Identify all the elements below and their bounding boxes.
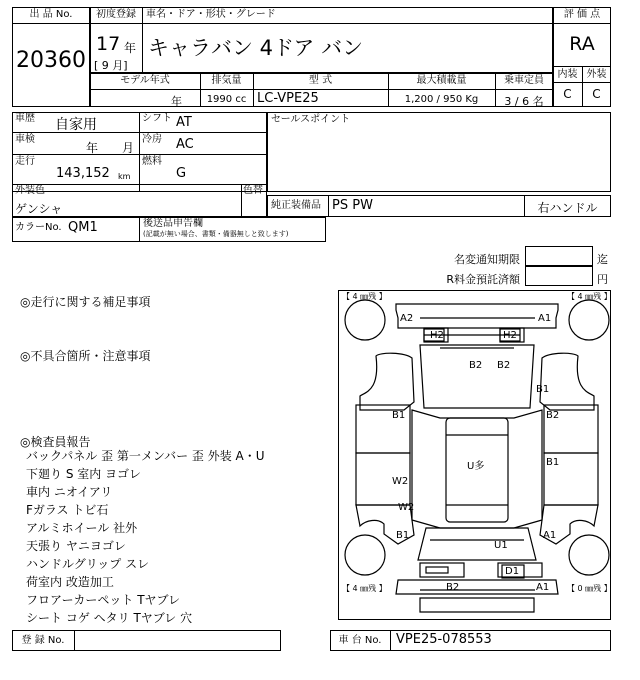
mark-h2-right: H2: [503, 330, 517, 341]
windshield-shape: [420, 345, 534, 408]
max-load: 1,200 / 950 Kg: [404, 94, 479, 105]
car-name-label: 車名・ドア・形状・グレード: [146, 9, 276, 20]
inspector-line: Fガラス トビ石: [26, 503, 109, 517]
type-label: 型 式: [308, 75, 333, 86]
rating-label: 評 価 点: [563, 9, 601, 20]
mark-u-roof: U多: [467, 461, 485, 472]
tyre-front-left-icon: [345, 300, 385, 340]
fuel-value: G: [176, 166, 187, 181]
color-number-label: カラーNo.: [15, 222, 62, 233]
recycle-fee-label: R料金預託済額: [446, 273, 520, 286]
tread-rear-left: 【 4 ㎜残 】: [342, 584, 387, 593]
name-change-deadline-label: 名変通知期限: [454, 253, 520, 266]
mileage-label: 走行: [15, 156, 35, 167]
model-type: LC-VPE25: [257, 91, 319, 106]
year-unit: 年: [124, 41, 137, 55]
shift-label: シフト: [142, 113, 172, 124]
color-change-label: 色替: [243, 185, 263, 196]
interior-grade: C: [563, 87, 572, 101]
defects-header: ◎不具合箇所・注意事項: [20, 349, 151, 363]
shift-value: AT: [176, 115, 192, 130]
inspector-line: 車内 ニオイアリ: [26, 485, 113, 499]
exterior-label: 外装: [586, 69, 607, 80]
interior-label: 内装: [557, 69, 578, 80]
declaration-note: (記載が無い場合、書類・備器無しと致します): [143, 230, 289, 238]
aircon-label: 冷房: [142, 134, 162, 145]
color-number: QM1: [68, 220, 98, 235]
mark-b2-rear: B2: [446, 582, 460, 593]
driving-notes-header: ◎走行に関する補足事項: [20, 295, 151, 309]
mark-w2-lower: W2: [398, 502, 415, 513]
displacement-label: 排気量: [211, 75, 242, 86]
left-fender-shape: [360, 353, 414, 410]
history-value: 自家用: [55, 117, 97, 133]
model-year-label: モデル年式: [120, 75, 170, 86]
mark-h2-left: H2: [430, 330, 444, 341]
inspection-label: 車検: [15, 134, 35, 145]
mark-b2-side: B2: [546, 410, 560, 421]
equipment-label: 純正装備品: [271, 200, 321, 211]
tread-front-left: 【 4 ㎜残 】: [342, 292, 387, 301]
exterior-grade: C: [592, 87, 601, 101]
car-name: キャラバン 4ドア バン: [148, 36, 364, 60]
inspector-line: 下廻り S 室内 ヨゴレ: [26, 467, 142, 481]
mark-b2-left: B2: [469, 360, 483, 371]
recycle-fee-unit: 円: [597, 273, 608, 286]
tyre-rear-right-icon: [569, 535, 609, 575]
fuel-label: 燃料: [142, 156, 162, 167]
inspector-line: アルミホイール 社外: [26, 521, 138, 535]
mark-b1-right-top: B1: [536, 384, 550, 395]
tyre-rear-left-icon: [345, 535, 385, 575]
chassis-number-label: 車 台 No.: [338, 635, 382, 646]
mileage-unit: km: [118, 172, 131, 181]
history-label: 車歴: [15, 113, 35, 124]
first-registration-year: 17: [96, 33, 121, 55]
lot-number: 20360: [16, 48, 86, 73]
mark-b1-right-mid: B1: [546, 457, 560, 468]
mark-d1: D1: [505, 566, 520, 577]
color-label: 外装色: [15, 185, 45, 196]
displacement: 1990 cc: [206, 94, 247, 105]
capacity-label: 乗車定員: [504, 75, 544, 86]
color-value: ゲンシャ: [15, 202, 63, 216]
steering-side: 右ハンドル: [537, 201, 598, 215]
mark-b1-left: B1: [392, 410, 406, 421]
equipment-value: PS PW: [332, 198, 373, 213]
chassis-number: VPE25-078553: [396, 632, 492, 647]
mileage-value: 143,152: [56, 166, 110, 181]
tread-front-right: 【 4 ㎜残 】: [567, 292, 612, 301]
rating-value: RA: [569, 33, 595, 55]
inspector-line: フロアーカーペット Tヤブレ: [26, 593, 181, 607]
first-registration-month: [ 9 月]: [94, 59, 128, 72]
mark-a1-right: A1: [543, 530, 557, 541]
mark-b1-lower-left: B1: [396, 530, 410, 541]
inspector-report-header: ◎検査員報告: [20, 435, 91, 449]
tread-rear-right: 【 0 ㎜残 】: [567, 584, 612, 593]
aircon-value: AC: [176, 137, 194, 152]
max-load-label: 最大積載量: [416, 75, 467, 86]
model-year-value: 年: [171, 95, 182, 108]
first-registration-label: 初度登録: [96, 9, 136, 20]
mark-u1: U1: [494, 540, 508, 551]
mark-a2-front: A2: [400, 313, 414, 324]
declaration-label: 後送品申告欄: [143, 218, 203, 229]
mark-a1-rear: A1: [536, 582, 550, 593]
mark-a1-front: A1: [538, 313, 552, 324]
registration-number-label: 登 録 No.: [21, 635, 65, 646]
inspector-line: 荷室内 改造加工: [26, 575, 114, 589]
rear-bumper-shape: [396, 580, 558, 594]
inspector-line: ハンドルグリップ スレ: [26, 557, 150, 571]
inspection-year: 年: [86, 141, 99, 155]
capacity: 3 / 6 名: [504, 95, 544, 108]
inspection-month: 月: [122, 141, 135, 155]
inspector-line: 天張り ヤニヨゴレ: [26, 539, 126, 553]
inspector-line: バックパネル 歪 第一メンバー 歪 外装 A・U: [26, 449, 265, 463]
rear-gate-shape: [418, 528, 536, 560]
name-change-deadline-unit: 迄: [597, 253, 608, 266]
mark-b2-right: B2: [497, 360, 511, 371]
tail-lamp-left-shape: [420, 563, 464, 577]
inspector-line: シート コゲ ヘタリ Tヤブレ 穴: [26, 611, 193, 625]
right-fender-shape: [540, 353, 594, 410]
mark-w2-left: W2: [392, 476, 409, 487]
tyre-front-right-icon: [569, 300, 609, 340]
front-bumper-shape: [396, 304, 558, 328]
sales-point-label: セールスポイント: [271, 114, 351, 125]
lot-number-label: 出 品 No.: [29, 9, 73, 20]
